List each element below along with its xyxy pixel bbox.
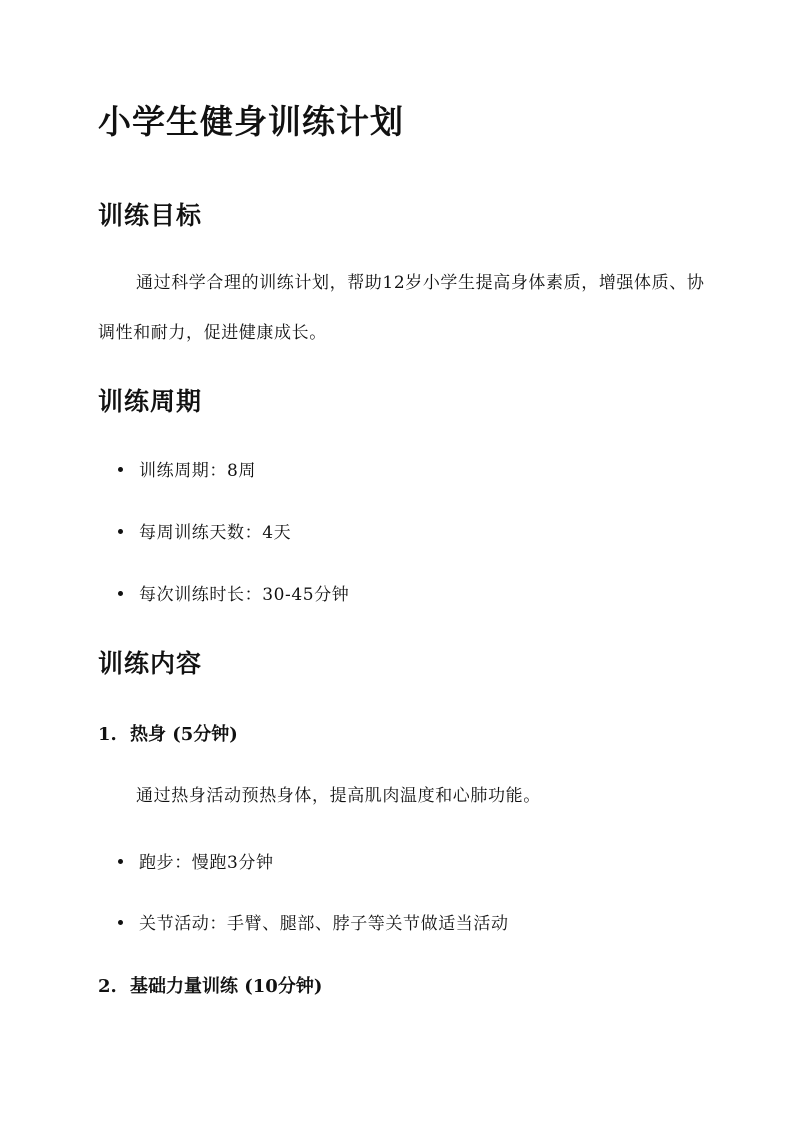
bullet-icon [118, 859, 123, 864]
heading-period: 训练周期 [98, 387, 203, 416]
bullet-icon [118, 529, 123, 534]
list-item: 每次训练时长：30-45分钟 [118, 580, 349, 605]
bullet-icon [118, 591, 123, 596]
list-item: 训练周期：8周 [118, 456, 256, 481]
heading-content: 训练内容 [98, 649, 203, 678]
list-item: 跑步：慢跑3分钟 [118, 848, 274, 873]
goal-paragraph: 通过科学合理的训练计划，帮助12岁小学生提高身体素质，增强体质、协调性和耐力，促进健康成长。 [98, 273, 705, 343]
subheading-strength: 2. 基础力量训练 (10分钟) [98, 976, 323, 997]
warmup-paragraph: 通过热身活动预热身体，提高肌肉温度和心肺功能。 [136, 786, 541, 806]
bullet-icon [118, 920, 123, 925]
heading-goal: 训练目标 [98, 201, 203, 230]
bullet-icon [118, 467, 123, 472]
list-item: 关节活动：手臂、腿部、脖子等关节做适当活动 [118, 909, 509, 934]
page-title: 小学生健身训练计划 [98, 102, 404, 141]
subheading-warmup: 1. 热身 (5分钟) [98, 724, 238, 745]
list-item: 每周训练天数：4天 [118, 518, 291, 543]
